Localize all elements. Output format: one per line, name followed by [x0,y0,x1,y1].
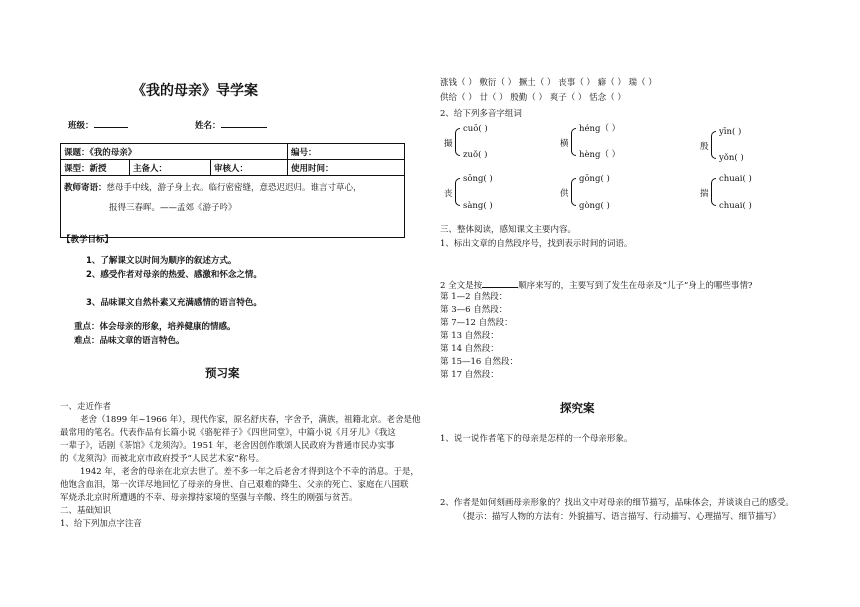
poly-2-reading-1: héng（ ） [579,124,621,134]
teacher-message-line-1: 教师寄语：慈母手中线，游子身上衣。临行密密缝，意恐迟迟归。谁言寸草心， [64,183,362,193]
poly-6-reading-1: chuai( ) [719,174,752,184]
section-overall-reading: 三、整体阅读，感知课文主要内容。 [440,225,577,235]
goal-3: 3、品味课文自然朴素又充满感情的语言特色。 [86,298,262,308]
author-bio-line-3: 一辈子》，话剧《茶馆》《龙须沟》。1951 年，老舍因创作歌颂人民政府为普通市民办实事 [60,441,395,451]
brace-6 [711,178,716,206]
author-bio-line-7: 军烧杀北京时所遭遇的不幸、母亲撑持家境的坚强与辛酸、终生的刚强与贫苦。 [60,493,358,503]
poly-char-2: 横 [560,139,569,149]
author-bio-line-1: 老舍（1899 年~1966 年），现代作家，原名舒庆春，字舍予，满族，祖籍北京。老舍是他 [80,415,421,425]
paragraph-3-6: 第 3—6 自然段： [440,305,508,315]
brace-3 [711,131,716,159]
page-title: 《我的母亲》导学案 [132,83,258,99]
poly-char-4: 丧 [444,189,453,199]
question-mark-paragraphs: 1、标出文章的自然段序号，找到表示时间的词语。 [440,239,633,249]
poly-4-reading-2: sàng( ) [463,201,493,211]
teacher-message-line-2: 报得三春晖。——孟郊《游子吟》 [109,203,237,213]
paragraph-15-16: 第 15—16 自然段： [440,357,519,367]
brace-4 [455,178,460,206]
explore-question-1: 1、说一说作者笔下的母亲是怎样的一个母亲形象。 [440,434,633,444]
preview-heading: 预习案 [205,366,240,380]
section-basics: 二、基础知识 [60,506,112,516]
key-point: 重点：体会母亲的形象，培养健康的情感。 [74,322,236,332]
brace-1 [455,128,460,156]
question-order [440,278,752,292]
poly-char-5: 供 [560,189,569,199]
explore-hint: （提示：描写人物的方法有：外貌描写、语言描写、行动描写、心理描写、细节描写） [458,512,782,522]
class-blank[interactable] [94,118,128,128]
paragraph-1-2: 第 1—2 自然段： [440,292,508,302]
reviewer-cell: 审核人： [211,160,288,176]
poly-3-reading-2: yǒn( ) [719,153,744,163]
goals-heading: 【教学目标】 [62,235,114,245]
author-bio-line-5: 1942 年，老舍的母亲在北京去世了。差不多一年之后老舍才得到这个不幸的消息。于是， [80,467,419,477]
explore-question-2: 2、作者是如何刻画母亲形象的？找出文中对母亲的细节描写，品味体会，并谈谈自己的感受。 [440,498,794,508]
poly-5-reading-2: gòng( ) [579,201,610,211]
section-author: 一、走近作者 [60,402,112,412]
paragraph-7-12: 第 7—12 自然段： [440,318,513,328]
paragraph-13: 第 13 自然段： [440,331,499,341]
teacher-message-cell [61,176,405,238]
type-cell: 课型：新授 [61,160,130,176]
question-order-part-2: 顺序来写的，主要写到了发生在母亲及“儿子”身上的哪些事情? [518,281,753,291]
name-field [195,118,267,132]
brace-5 [571,178,576,206]
poly-char-3: 殷 [700,142,709,152]
poly-1-reading-1: cuō( ) [463,124,488,134]
name-blank[interactable] [221,118,267,128]
goal-1: 1、了解课文以时间为顺序的叙述方式。 [86,256,237,266]
pinyin-row-2: 供给（ ） 廿（ ） 殷勤（ ） 爽子（ ） 恬念（ ） [440,93,626,103]
poly-char-6: 揣 [700,189,709,199]
use-time-cell: 使用时间： [288,160,405,176]
preparer-cell: 主备人： [130,160,211,176]
poly-4-reading-1: sōng( ) [463,174,493,184]
goal-2: 2、感受作者对母亲的热爱、感激和怀念之情。 [86,270,262,280]
author-bio-line-2: 最常用的笔名。代表作品有长篇小说《骆驼祥子》《四世同堂》，中篇小说《月牙儿》《我这 [60,428,396,438]
paragraph-17: 第 17 自然段： [440,370,499,380]
class-field [68,118,128,132]
topic-cell: 课题：《我的母亲》 [61,144,288,160]
poly-char-1: 撮 [444,139,453,149]
author-bio-line-4: 的《龙须沟》而被北京市政府授予“人民艺术家”称号。 [60,454,265,464]
number-cell: 编号： [288,144,405,160]
class-label: 班级： [68,121,94,131]
name-label: 姓名： [195,121,221,131]
author-bio-line-6: 他饱含血泪，第一次详尽地回忆了母亲的身世、自己艰难的降生、父亲的死亡、家庭在八国联 [60,480,409,490]
lesson-info-table [60,143,405,238]
explore-heading: 探究案 [560,401,595,415]
brace-2 [571,128,576,156]
paragraph-14: 第 14 自然段： [440,344,499,354]
question-pinyin: 1、给下列加点字注音 [60,519,142,529]
poly-2-reading-2: hèng（ ） [579,150,621,160]
poly-6-reading-2: chuai( ) [719,201,752,211]
order-blank[interactable] [482,278,518,288]
poly-3-reading-1: yīn( ) [719,127,742,137]
question-polyphonic: 2、给下列多音字组词 [440,109,522,119]
poly-1-reading-2: zuǒ( ) [463,150,488,160]
question-order-part-1: 2 全文是按 [440,281,483,291]
pinyin-row-1: 涨钱（ ） 敷衍（ ） 撅土（ ） 丧事（ ） 癖（ ） 瑞（ ） [440,78,657,88]
poly-5-reading-1: gōng( ) [579,174,610,184]
difficulty: 难点：品味文章的语言特色。 [74,336,185,346]
